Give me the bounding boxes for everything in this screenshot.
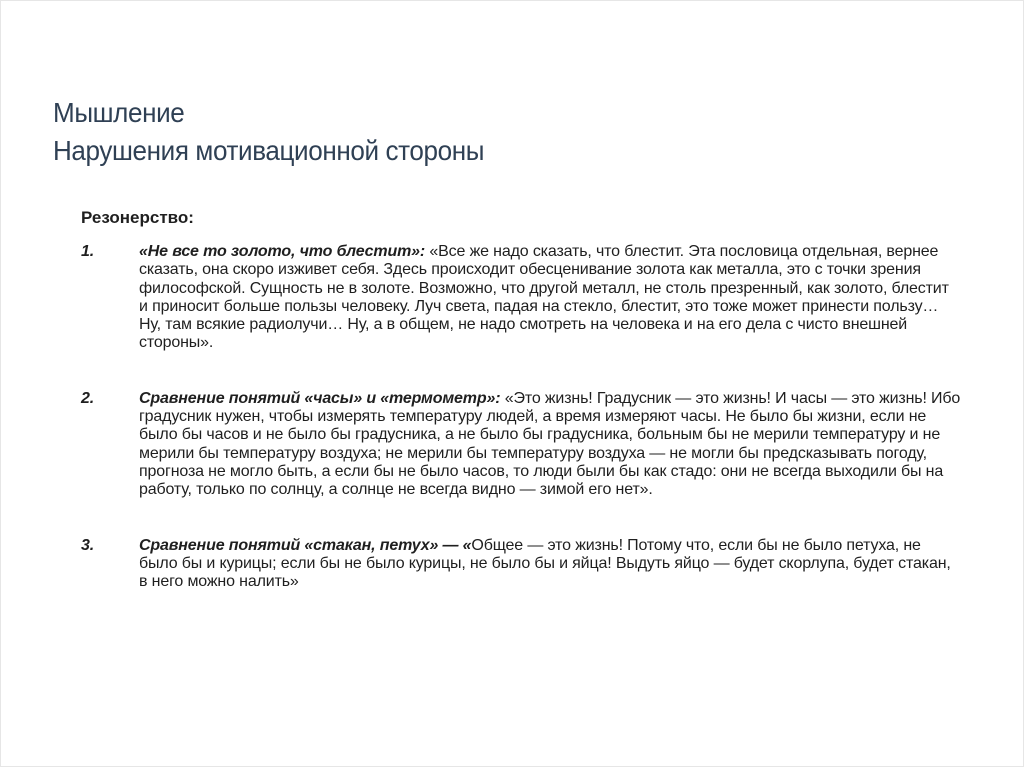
item-lead: Сравнение понятий «стакан, петух» — « xyxy=(139,536,472,554)
list-item xyxy=(81,243,961,353)
list-item xyxy=(81,537,961,592)
section-heading: Резонерство: xyxy=(81,208,194,227)
slide-content xyxy=(81,207,961,591)
item-lead: Сравнение понятий «часы» и «термометр»: xyxy=(139,389,501,407)
slide-title xyxy=(53,94,890,170)
item-number: 2. xyxy=(81,389,95,407)
item-text: «Все же надо сказать, что блестит. Эта пословица отдельная, вернее сказать, она скоро изживет себя. Здесь происходит обесценивание золота как металла, это с точки зрения философской. Сущность не в золоте. Возможно, что другой металл, не столь презренный, как золото, блестит и приносит больше пользы человеку. Луч света, падая на стекло, блестит, это тоже может принести пользу… Ну, там всякие радиолучи… Ну, а в общем, не надо смотреть на человека и на его дела с чисто внешней стороны». xyxy=(139,243,949,352)
list-item xyxy=(81,390,961,500)
item-text: Общее — это жизнь! Потому что, если бы не было петуха, не было бы и курицы; если бы не было курицы, не было бы и яйца! Выдуть яйцо — будет скорлупа, будет стакан, в него можно налить» xyxy=(139,536,951,591)
item-number: 1. xyxy=(81,243,95,260)
item-lead: «Не все то золото, что блестит»: xyxy=(139,243,426,260)
title-line-2: Нарушения мотивационной стороны xyxy=(53,135,485,166)
item-number: 3. xyxy=(81,536,95,554)
item-text: «Это жизнь! Градусник — это жизнь! И часы — это жизнь! Ибо градусник нужен, чтобы измерять температуру людей, а время измеряют часы. Не было бы жизни, если не было бы часов и не было бы градусника, а не было бы градусника, больным бы не мерили температуру и не мерили бы температуру воздуха; не мерили бы температуру воздуха — не могли бы предсказывать погоду, прогноза не могло быть, а если бы не было часов, то люди были бы как стадо: они не всегда выходили бы на работу, только по солнцу, а солнце не всегда видно — зимой его нет». xyxy=(139,389,961,499)
title-line-1: Мышление xyxy=(53,97,185,128)
